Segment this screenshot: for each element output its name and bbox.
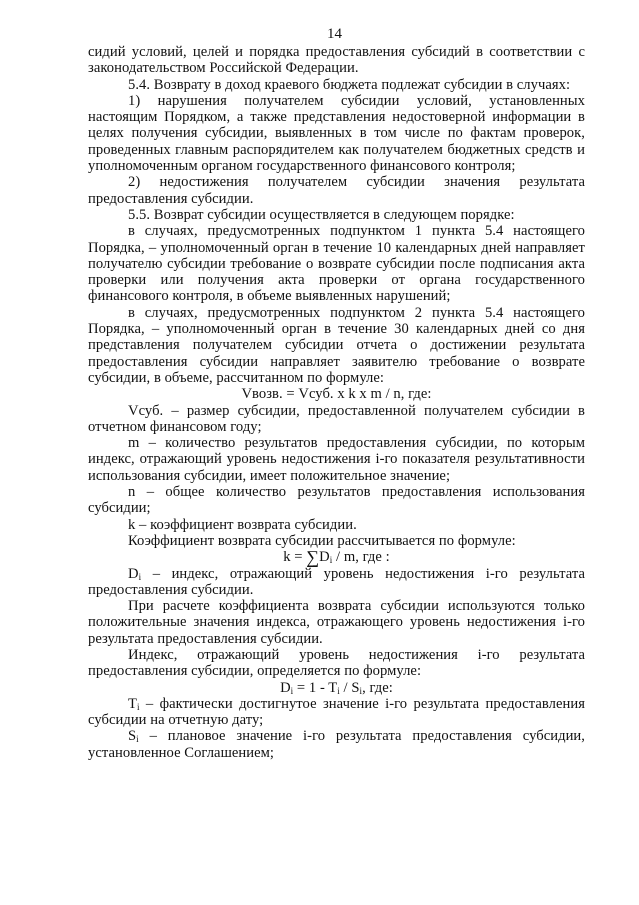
formula-k-lhs: k = xyxy=(283,549,307,566)
document-body xyxy=(88,44,585,761)
paragraph: При расчете коэффициента возврата субсидии используются только положительные значения индекса, отражающего уровень недостижения i-го результата предоставления субсидии. xyxy=(88,598,585,647)
sum-symbol: ∑ xyxy=(306,547,320,568)
formula-d-sub1: i xyxy=(290,685,294,696)
di-text: – индекс, отражающий уровень недостижения i-го результата предоставления субсидии. xyxy=(88,565,585,598)
paragraph: в случаях, предусмотренных подпунктом 1 пункта 5.4 настоящего Порядка, – уполномоченный орган в течение 10 календарных дней направляет получателю субсидии требование о возврате субсидии после подписания акта проверки или получения акта проверки от органа государственного финансового контроля, в объеме выявленных нарушений; xyxy=(88,223,585,305)
symbol-t: T xyxy=(128,695,137,712)
formula-d xyxy=(88,680,585,696)
formula-k-sub: i xyxy=(329,555,333,566)
paragraph: в случаях, предусмотренных подпунктом 2 пункта 5.4 настоящего Порядка, – уполномоченный орган в течение 30 календарных дней со дня представления получателем субсидии отчета о достижении результата предоставления субсидии направляет заявителю требование о возврате субсидии, в объеме, рассчитанном по формуле: xyxy=(88,304,585,386)
symbol-i: i xyxy=(136,701,140,712)
paragraph: 5.5. Возврат субсидии осуществляется в следующем порядке: xyxy=(128,206,515,223)
symbol-i: i xyxy=(138,571,142,582)
paragraph-ti xyxy=(88,696,585,729)
formula-d-div: / S xyxy=(339,679,360,696)
paragraph-di xyxy=(88,566,585,599)
paragraph: Vсуб. – размер субсидии, предоставленной получателем субсидии в отчетном финансовом году; xyxy=(88,402,585,435)
symbol-i: i xyxy=(136,734,139,745)
si-text: – плановое значение i-го результата предоставления субсидии, установленное Соглашением; xyxy=(88,728,585,761)
formula-vozv: Vвозв. = Vсуб. x k x m / n, где: xyxy=(241,386,432,403)
formula-k xyxy=(88,547,585,568)
paragraph: k – коэффициент возврата субсидии. xyxy=(128,516,357,533)
formula-d-end: , где: xyxy=(362,679,393,696)
paragraph: Коэффициент возврата субсидии рассчитывается по формуле: xyxy=(128,532,516,549)
formula-d-d: D xyxy=(280,679,291,696)
paragraph: 2) недостижения получателем субсидии значения результата предоставления субсидии. xyxy=(88,174,585,207)
paragraph: 1) нарушения получателем субсидии условий, установленных настоящим Порядком, а также представления недостоверной информации в целях получения субсидии, выявленных в том числе по фактам проверок, проведенных главным распорядителем как получателем бюджетных средств и уполномоченным органом государственного финансового контроля; xyxy=(88,92,585,175)
formula-k-rest: / m, где : xyxy=(332,549,390,566)
formula-k-d: D xyxy=(319,549,330,566)
ti-text: – фактически достигнутое значение i-го результата предоставления субсидии на отчетную дату; xyxy=(88,695,585,729)
paragraph: n – общее количество результатов предоставления использования субсидии; xyxy=(88,484,585,517)
paragraph-si xyxy=(88,728,585,761)
paragraph: m – количество результатов предоставления субсидии, по которым индекс, отражающий уровень недостижения i-го показателя результативности использования субсидии, имеет положительное значение; xyxy=(88,435,585,484)
page-number: 14 xyxy=(327,26,342,42)
symbol-s: S xyxy=(128,728,137,745)
formula-d-sub3: i xyxy=(359,685,363,696)
paragraph: сидий условий, целей и порядка предоставления субсидий в соответствии с законодательством Российской Федерации. xyxy=(88,44,585,77)
formula-d-sub2: i xyxy=(337,685,340,696)
paragraph: 5.4. Возврату в доход краевого бюджета подлежат субсидии в случаях: xyxy=(128,76,571,93)
symbol-d: D xyxy=(128,565,139,582)
paragraph: Индекс, отражающий уровень недостижения i-го результата предоставления субсидии, определяется по формуле: xyxy=(88,646,585,680)
formula-d-mid: = 1 - T xyxy=(293,679,338,696)
